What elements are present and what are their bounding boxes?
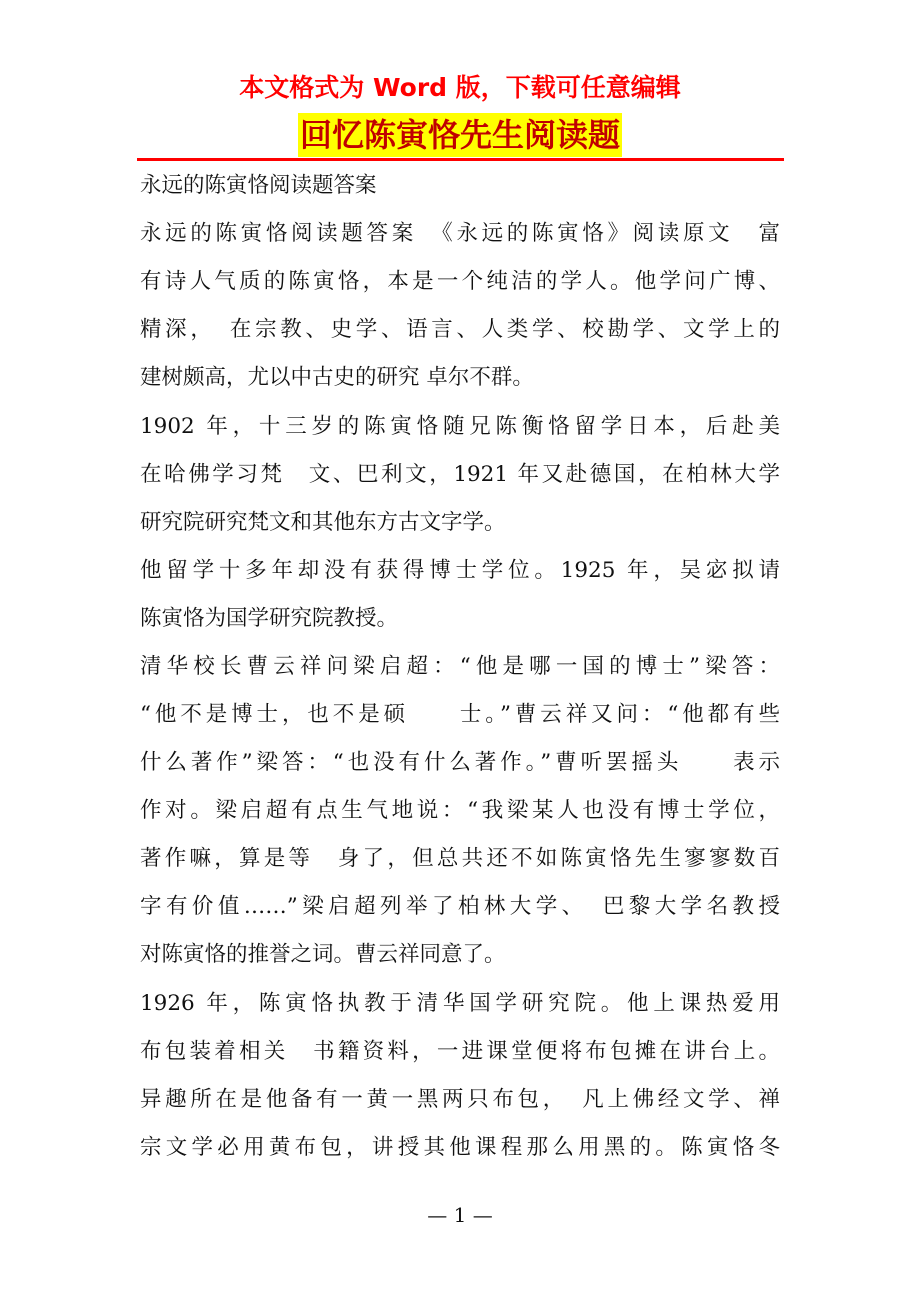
text-line: 建树颇高，尤以中古史的研究 卓尔不群。 [140, 365, 534, 390]
document-title: 回忆陈寅恪先生阅读题 [298, 113, 622, 157]
text-line: 对陈寅恪的推誉之词。曹云祥同意了。 [140, 942, 506, 967]
text-line: 字有价值……”梁启超列举了柏林大学、 巴黎大学名教授 [140, 894, 780, 919]
text-line: 永远的陈寅恪阅读题答案 [140, 173, 377, 198]
text-line: “他不是博士，也不是硕 士。”曹云祥又问：“他都有些 [140, 702, 780, 727]
text-line: 研究院研究梵文和其他东方古文字学。 [140, 510, 506, 535]
format-notice-banner: 本文格式为 Word 版，下载可任意编辑 [239, 73, 681, 102]
text-line: 精深， 在宗教、史学、语言、人类学、校勘学、文学上的 [140, 317, 780, 342]
text-line: 1902 年，十三岁的陈寅恪随兄陈衡恪留学日本，后赴美 [140, 414, 780, 439]
text-line: 作对。梁启超有点生气地说：“我梁某人也没有博士学位， [140, 798, 780, 823]
text-line: 陈寅恪为国学研究院教授。 [140, 606, 399, 631]
page-number: — 1 — [427, 1203, 493, 1227]
text-line: 他留学十多年却没有获得博士学位。1925 年，吴宓拟请 [140, 558, 780, 583]
text-line: 什么著作”梁答：“也没有什么著作。”曹听罢摇头 表示 [140, 750, 780, 775]
text-line: 宗文学必用黄布包，讲授其他课程那么用黑的。陈寅恪冬 [140, 1135, 780, 1160]
title-divider [137, 158, 784, 161]
text-line: 永远的陈寅恪阅读题答案 《永远的陈寅恪》阅读原文 富 [140, 221, 780, 246]
text-line: 著作嘛，算是等 身了，但总共还不如陈寅恪先生寥寥数百 [140, 846, 780, 871]
text-line: 布包装着相关 书籍资料，一进课堂便将布包摊在讲台上。 [140, 1039, 780, 1064]
text-line: 1926 年，陈寅恪执教于清华国学研究院。他上课热爱用 [140, 991, 780, 1016]
text-line: 有诗人气质的陈寅恪，本是一个纯洁的学人。他学问广博、 [140, 269, 780, 294]
text-line: 清华校长曹云祥问梁启超：“他是哪一国的博士”梁答： [140, 654, 780, 679]
text-line: 在哈佛学习梵 文、巴利文，1921 年又赴德国，在柏林大学 [140, 462, 780, 487]
text-line: 异趣所在是他备有一黄一黑两只布包， 凡上佛经文学、禅 [140, 1087, 780, 1112]
